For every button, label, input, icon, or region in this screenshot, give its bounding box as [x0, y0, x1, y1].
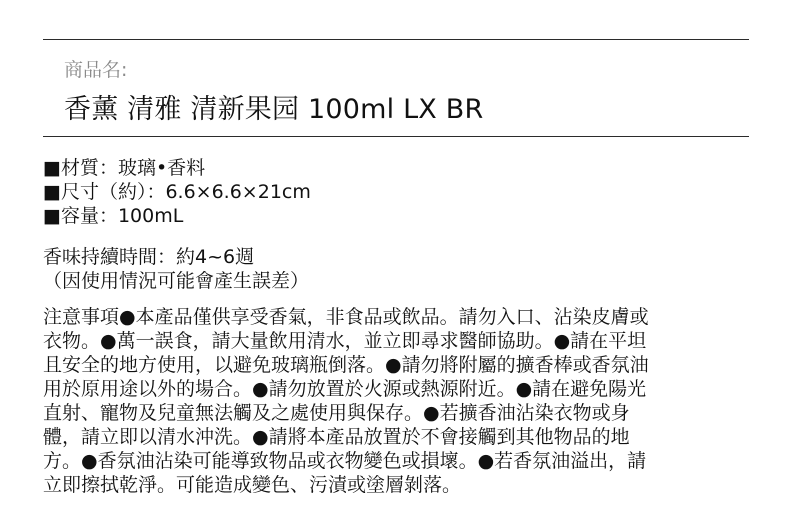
scent-duration-line: 香味持續時間：約4~6週 [43, 246, 255, 268]
notice-line: 注意事項●本產品僅供享受香氣，非食品或飲品。請勿入口、沾染皮膚或 [43, 306, 649, 328]
notice-line: 且安全的地方使用，以避免玻璃瓶倒落。●請勿將附屬的擴香棒或香氛油 [43, 354, 649, 376]
usage-notice [43, 305, 749, 497]
notice-line: 立即擦拭乾淨。可能造成變色、污漬或塗層剝落。 [43, 474, 462, 496]
notice-line: 用於原用途以外的場合。●請勿放置於火源或熱源附近。●請在避免陽光 [43, 378, 647, 400]
notice-line: 直射、寵物及兒童無法觸及之處使用與保存。●若擴香油沾染衣物或身 [43, 402, 630, 424]
spec-volume: ■容量：100mL [43, 205, 184, 227]
spec-list [43, 156, 311, 228]
product-title: 香薰 清雅 清新果园 100ml LX BR [64, 94, 484, 125]
product-name-label: 商品名: [64, 59, 128, 81]
notice-line: 方。●香氛油沾染可能導致物品或衣物變色或損壞。●若香氛油溢出，請 [43, 450, 647, 472]
scent-duration [43, 245, 309, 293]
scent-duration-note: （因使用情況可能會產生誤差） [43, 270, 310, 292]
title-divider [43, 136, 749, 137]
notice-line: 體，請立即以清水沖洗。●請將本產品放置於不會接觸到其他物品的地 [43, 426, 630, 448]
spec-material: ■材質：玻璃•香料 [43, 157, 206, 179]
spec-size: ■尺寸（約）：6.6×6.6×21cm [43, 181, 311, 203]
notice-line: 衣物。●萬一誤食，請大量飲用清水，並立即尋求醫師協助。●請在平坦 [43, 330, 647, 352]
top-divider [43, 39, 749, 40]
